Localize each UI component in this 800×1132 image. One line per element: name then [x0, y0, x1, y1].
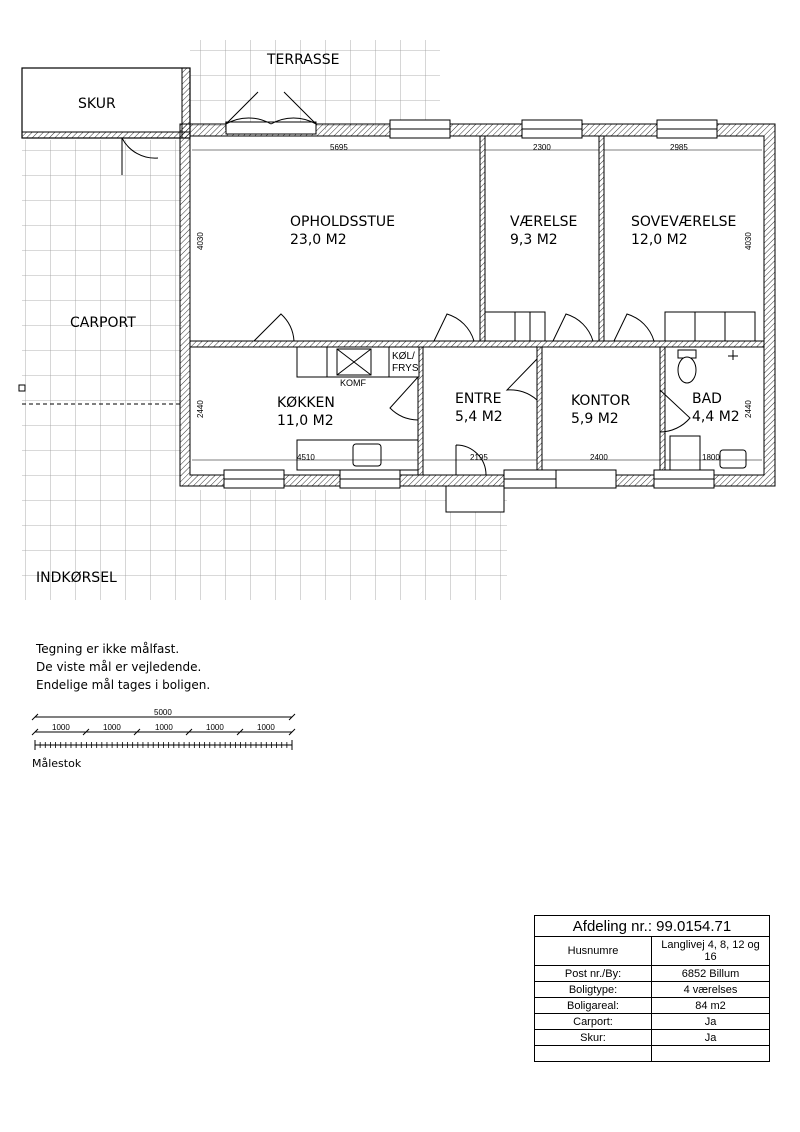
dim-left-2: 2440 — [196, 400, 205, 418]
table-row — [535, 982, 770, 998]
info-value: Ja — [652, 1030, 770, 1046]
info-label: Boligtype: — [535, 982, 652, 998]
info-value: 6852 Billum — [652, 966, 770, 982]
info-value: Ja — [652, 1014, 770, 1030]
drawing-notes — [36, 640, 210, 694]
info-label: Husnumre — [535, 937, 652, 966]
sink-icon — [353, 444, 381, 466]
stove-label: KOMF — [340, 378, 366, 388]
table-row — [535, 1046, 770, 1062]
table-row — [535, 966, 770, 982]
info-label: Boligareal: — [535, 998, 652, 1014]
room-name-bedroom: SOVEVÆRELSE — [631, 214, 737, 230]
room-name-bath: BAD — [692, 391, 722, 407]
info-value — [652, 1046, 770, 1062]
info-table — [534, 915, 770, 1062]
windows — [224, 120, 717, 488]
info-label: Post nr./By: — [535, 966, 652, 982]
dim-top-2: 2300 — [533, 143, 551, 152]
room-name-living: OPHOLDSSTUE — [290, 214, 396, 230]
terrace-label: TERRASSE — [267, 52, 340, 68]
table-row — [535, 1014, 770, 1030]
washbasin-icon — [720, 450, 746, 468]
info-value: 4 værelses — [652, 982, 770, 998]
info-label: Carport: — [535, 1014, 652, 1030]
toilet-bowl-icon — [678, 357, 696, 383]
scale-bar — [30, 705, 300, 755]
room-area-living: 23,0 M2 — [290, 232, 347, 248]
info-label: Skur: — [535, 1030, 652, 1046]
shed-label: SKUR — [78, 96, 116, 112]
room-area-office: 5,9 M2 — [571, 411, 619, 427]
info-label — [535, 1046, 652, 1062]
table-row — [535, 998, 770, 1014]
room-name-entry: ENTRE — [455, 391, 502, 407]
scale-seg-3: 1000 — [155, 723, 173, 732]
dim-bot-3: 2400 — [590, 453, 608, 462]
dim-right-2: 2440 — [744, 400, 753, 418]
scale-seg-2: 1000 — [103, 723, 121, 732]
carport-label: CARPORT — [70, 315, 136, 331]
scale-seg-5: 1000 — [257, 723, 275, 732]
dim-left-1: 4030 — [196, 232, 205, 250]
dim-bot-4: 1800 — [702, 453, 720, 462]
scale-seg-1: 1000 — [52, 723, 70, 732]
note-line: Endelige mål tages i boligen. — [36, 678, 211, 692]
dim-right-1: 4030 — [744, 232, 753, 250]
room-area-bedroom: 12,0 M2 — [631, 232, 688, 248]
dim-bot-1: 4510 — [297, 453, 315, 462]
note-line: De viste mål er vejledende. — [36, 660, 202, 674]
fridge-label-2: FRYS — [392, 363, 419, 374]
room-name-room: VÆRELSE — [510, 214, 578, 230]
room-area-room: 9,3 M2 — [510, 232, 558, 248]
room-name-office: KONTOR — [571, 393, 631, 409]
room-name-kitchen: KØKKEN — [277, 395, 335, 411]
info-value: Langlivej 4, 8, 12 og 16 — [652, 937, 770, 966]
fridge-label-1: KØL/ — [392, 351, 415, 362]
dim-bot-2: 2195 — [470, 453, 488, 462]
info-value: 84 m2 — [652, 998, 770, 1014]
driveway-label: INDKØRSEL — [36, 570, 117, 586]
info-header: Afdeling nr.: 99.0154.71 — [535, 916, 770, 937]
outer-walls — [180, 124, 775, 486]
room-area-bath: 4,4 M2 — [692, 409, 740, 425]
shower-icon — [728, 350, 738, 360]
scale-seg-4: 1000 — [206, 723, 224, 732]
room-area-kitchen: 11,0 M2 — [277, 413, 334, 429]
table-row — [535, 937, 770, 966]
dim-top-1: 5695 — [330, 143, 348, 152]
dim-top-3: 2985 — [670, 143, 688, 152]
shed-front-wall — [22, 132, 190, 138]
info-header-row — [535, 916, 770, 937]
table-row — [535, 1030, 770, 1046]
scale-total: 5000 — [154, 708, 172, 717]
note-line: Tegning er ikke målfast. — [36, 642, 180, 656]
carport-tiles — [22, 140, 182, 600]
scale-title: Målestok — [32, 757, 82, 770]
room-area-entry: 5,4 M2 — [455, 409, 503, 425]
wardrobes — [485, 312, 755, 341]
